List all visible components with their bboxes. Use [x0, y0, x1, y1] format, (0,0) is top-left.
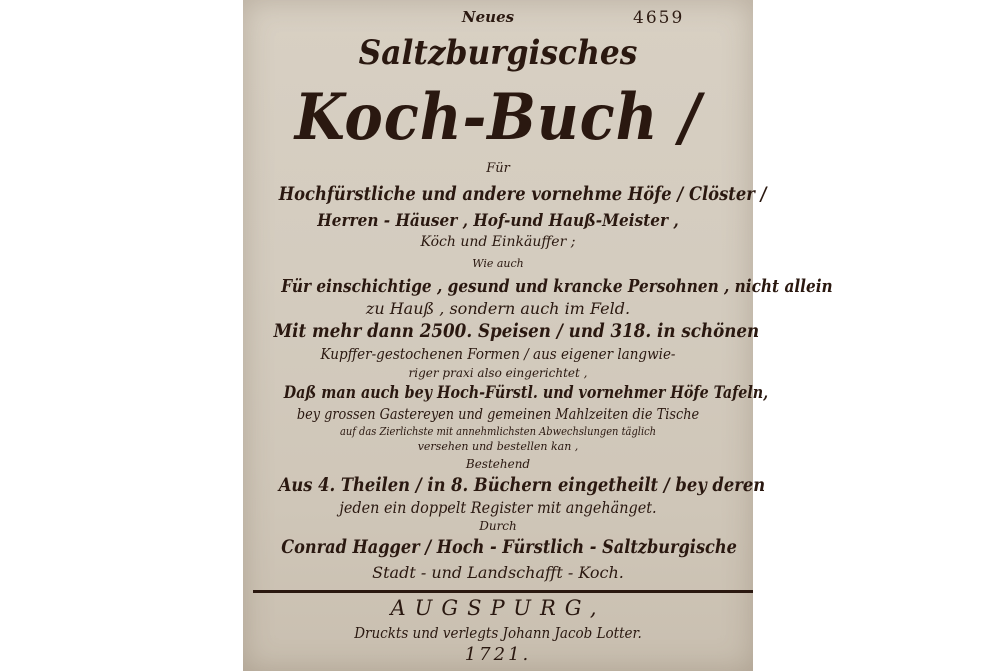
body-line-2: Herren - Häuser , Hof-und Hauß-Meister , — [317, 211, 679, 231]
author-title-line: Stadt - und Landschafft - Koch. — [372, 563, 624, 582]
body-line-8: Kupffer-gestochenen Formen / aus eigener langwie- — [320, 345, 676, 363]
body-line-14: Bestehend — [465, 457, 531, 471]
body-line-5: Für einschichtige , gesund und krancke Persohnen , nicht allein — [281, 276, 833, 297]
body-line-6: zu Hauß , sondern auch im Feld. — [365, 299, 631, 318]
title-page — [243, 0, 833, 671]
body-line-1: Hochfürstliche und andere vornehme Höfe / Clöster / — [278, 183, 767, 205]
body-line-12: auf das Zierlichste mit annehmlichsten Abwechslungen täglich — [339, 425, 657, 438]
body-line-16: jeden ein doppelt Register mit angehänget. — [339, 498, 657, 517]
body-line-10: Daß man auch bey Hoch-Fürstl. und vornehmer Höfe Tafeln, — [283, 383, 769, 403]
body-line-13: versehen und bestellen kan , — [417, 440, 579, 453]
catalog-number: 4659 — [633, 8, 685, 28]
body-line-17: Durch — [479, 519, 517, 533]
body-line-7: Mit mehr dann 2500. Speisen / und 318. in schönen — [273, 320, 760, 342]
body-line-4: Wie auch — [472, 257, 524, 270]
body-line-9: riger praxi also eingerichtet , — [408, 366, 588, 380]
body-line-11: bey grossen Gastereyen und gemeinen Mahlzeiten die Tische — [296, 405, 700, 423]
imprint-year: 1721. — [464, 644, 532, 665]
title-line-2: Koch-Buch / — [294, 80, 702, 155]
body-line-3: Köch und Einkäuffer ; — [420, 234, 576, 250]
fuer-text: Für — [486, 161, 510, 176]
title-line-1: Saltzburgisches — [358, 33, 638, 73]
body-line-15: Aus 4. Theilen / in 8. Büchern eingetheilt / bey deren — [278, 474, 766, 496]
imprint-printer: Druckts und verlegts Johann Jacob Lotter. — [354, 624, 642, 642]
divider-rule — [253, 590, 753, 593]
imprint-city: AUGSPURG, — [390, 596, 606, 620]
author-line: Conrad Hagger / Hoch - Fürstlich - Saltzburgische — [281, 536, 737, 558]
pre-title: Neues — [461, 8, 515, 26]
